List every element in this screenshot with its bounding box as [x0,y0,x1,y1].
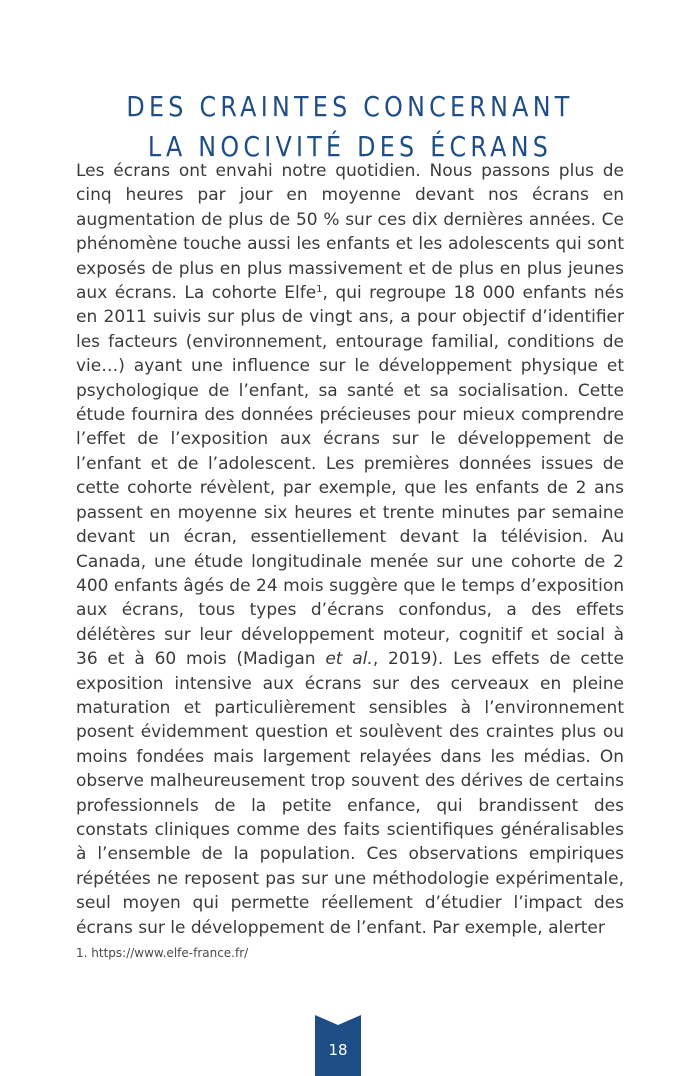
footnote[interactable]: 1. https://www.elfe-france.fr/ [76,946,249,960]
page-number: 18 [328,1041,348,1059]
section-heading [53,87,648,167]
footnote-reference[interactable]: 1 [316,284,323,296]
body-text-part-3: , 2019). Les effets de cette exposition intensive aux écrans sur des cerveaux en pleine maturation et particulièrement sensibles à l’environnement posent évidemment question et soulèvent des craintes plus ou moins fondées mais largement relayées dans les médias. On observe malheureusement trop souvent des dérives de certains professionnels de la petite enfance, qui brandissent des constats cliniques comme des faits scientifiques généralisables à l’ensemble de la population. Ces observations empiriques répétées ne reposent pas sur une méthodologie expérimentale, seul moyen qui permette réellement d’étudier l’impact des écrans sur le développement de l’enfant. Par exemple, alerter [76,649,624,938]
heading-line-2: LA NOCIVITÉ DES ÉCRANS [147,129,553,163]
heading-line-1: DES CRAINTES CONCERNANT [126,89,574,123]
page-number-tab [315,1015,361,1076]
body-text-part-2: , qui regroupe 18 000 enfants nés en 2011 suivis sur plus de vingt ans, a pour objectif d’identifier les facteurs (environnement, entourage familial, conditions de vie…) ayant une influence sur le développement physique et psychologique de l’enfant, sa santé et sa socialisation. Cette étude fournira des données précieuses pour mieux comprendre l’effet de l’exposition aux écrans sur le développement de l’enfant et de l’adolescent. Les premières données issues de cette cohorte révèlent, par exemple, que les enfants de 2 ans passent en moyenne six heures et trente minutes par semaine devant un écran, essentiellement devant la télévision. Au Canada, une étude longitudinale menée sur une cohorte de 2 400 enfants âgés de 24 mois suggère que le temps d’exposition aux écrans, tous types d’écrans confondus, a des effets délétères sur leur développement moteur, cognitif et social à 36 et à 60 mois (Madigan [76,283,624,670]
body-paragraph [76,159,624,940]
citation-et-al: et al. [325,649,373,670]
body-text-part-1: Les écrans ont envahi notre quotidien. Nous passons plus de cinq heures par jour en moyenne devant nos écrans en augmentation de plus de 50 % sur ces dix dernières années. Ce phénomène touche aussi les enfants et les adolescents qui sont exposés de plus en plus massivement et de plus en plus jeunes aux écrans. La cohorte Elfe [76,161,624,304]
